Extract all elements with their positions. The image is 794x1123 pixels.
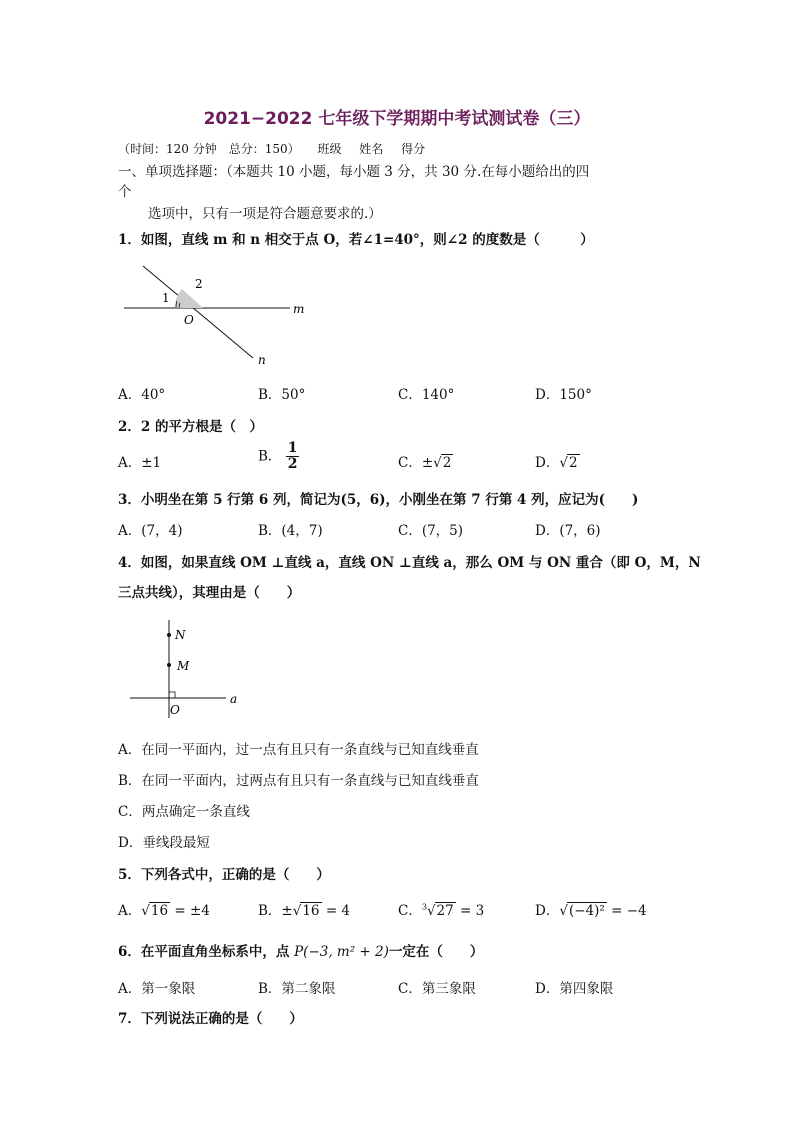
q1-option-c[interactable]: C．140° [398,387,455,403]
q6-stem: 6．在平面直角坐标系中，点 P(−3, m² + 2)一定在（ ） [118,944,484,960]
point-p: P(−3, m² + 2) [294,944,389,960]
q4-option-d[interactable]: D．垂线段最短 [118,835,210,851]
exam-time: （时间：120 分钟 总分：150） [118,142,300,156]
q4-option-b[interactable]: B．在同一平面内，过两点有且只有一条直线与已知直线垂直 [118,773,479,789]
q7-stem: 7．下列说法正确的是（ ） [118,1011,303,1027]
fraction-one-half: $\frac{1}{2}$ [287,440,298,473]
q5-option-b[interactable]: B．±√16 = 4 [258,903,351,919]
sqrt-icon: √ [292,903,302,919]
q2-option-b[interactable]: B． $\frac{1}{2}$ [258,440,298,473]
q5-option-d[interactable]: D．√(−4)² = −4 [535,903,647,919]
label-2: 2 [195,277,203,291]
q4-stem-line1: 4．如图，如果直线 OM ⊥直线 a，直线 ON ⊥直线 a，那么 OM 与 ON 重合（即 O，M，N [118,555,701,571]
q3-option-c[interactable]: C．(7，5) [398,523,464,539]
q1-option-d[interactable]: D．150° [535,387,592,403]
q3-stem: 3．小明坐在第 5 行第 6 列，简记为(5，6)，小刚坐在第 7 行第 4 列，应记为( ) [118,492,639,508]
q2-stem: 2．2 的平方根是（ ） [118,419,263,435]
q2-option-d[interactable]: D．√2 [535,455,578,471]
section-heading-line3: 选项中，只有一项是符合题意要求的.） [148,206,382,222]
q2-option-c[interactable]: C．±√2 [398,455,452,471]
q3-option-d[interactable]: D．(7，6) [535,523,601,539]
q4-option-c[interactable]: C．两点确定一条直线 [118,804,250,820]
q5-option-c[interactable]: C．$^3$√27 = 3 [398,902,485,919]
label-o: O [184,313,194,327]
q1-stem: 1．如图，直线 m 和 n 相交于点 O，若∠1=40°，则∠2 的度数是（ ） [118,232,594,248]
exam-meta [118,140,439,157]
right-angle-mark [169,692,175,698]
label-1: 1 [162,291,170,305]
q2-option-a[interactable]: A．±1 [118,455,162,471]
score-field: 得分 [401,142,426,156]
name-field: 姓名 [359,142,384,156]
q6-option-d[interactable]: D．第四象限 [535,981,614,997]
q6-option-c[interactable]: C．第三象限 [398,981,476,997]
section-heading-line2: 个 [118,184,132,200]
q5-option-a[interactable]: A．√16 = ±4 [118,903,210,919]
q1-option-a[interactable]: A．40° [118,387,166,403]
label-n: n [258,353,266,367]
point-n [167,633,171,637]
q5-stem: 5．下列各式中，正确的是（ ） [118,867,330,883]
sqrt-icon: √ [433,455,442,471]
cube-root-icon: √ [426,903,436,919]
label-m: m [293,302,305,316]
q4-stem-line2: 三点共线），其理由是（ ） [118,585,301,601]
section-heading-line1: 一、单项选择题：（本题共 10 小题，每小题 3 分，共 30 分.在每小题给出的四 [118,164,590,180]
sqrt-icon: √ [141,903,150,919]
q3-option-a[interactable]: A．(7，4) [118,523,183,539]
q3-option-b[interactable]: B．(4，7) [258,523,323,539]
point-m [167,663,171,667]
q6-option-a[interactable]: A．第一象限 [118,981,196,997]
sqrt-icon: √ [559,903,568,919]
sqrt-icon: √ [559,455,568,471]
page-title: 2021−2022 七年级下学期期中考试测试卷（三） [203,109,591,129]
label-a: a [230,692,238,706]
q1-figure [118,258,318,370]
label-m: M [177,659,190,673]
q4-option-a[interactable]: A．在同一平面内，过一点有且只有一条直线与已知直线垂直 [118,742,479,758]
class-field: 班级 [317,142,342,156]
label-n: N [175,628,186,642]
q1-option-b[interactable]: B．50° [258,387,306,403]
label-o: O [170,703,180,717]
q6-option-b[interactable]: B．第二象限 [258,981,336,997]
q4-figure [118,612,258,724]
